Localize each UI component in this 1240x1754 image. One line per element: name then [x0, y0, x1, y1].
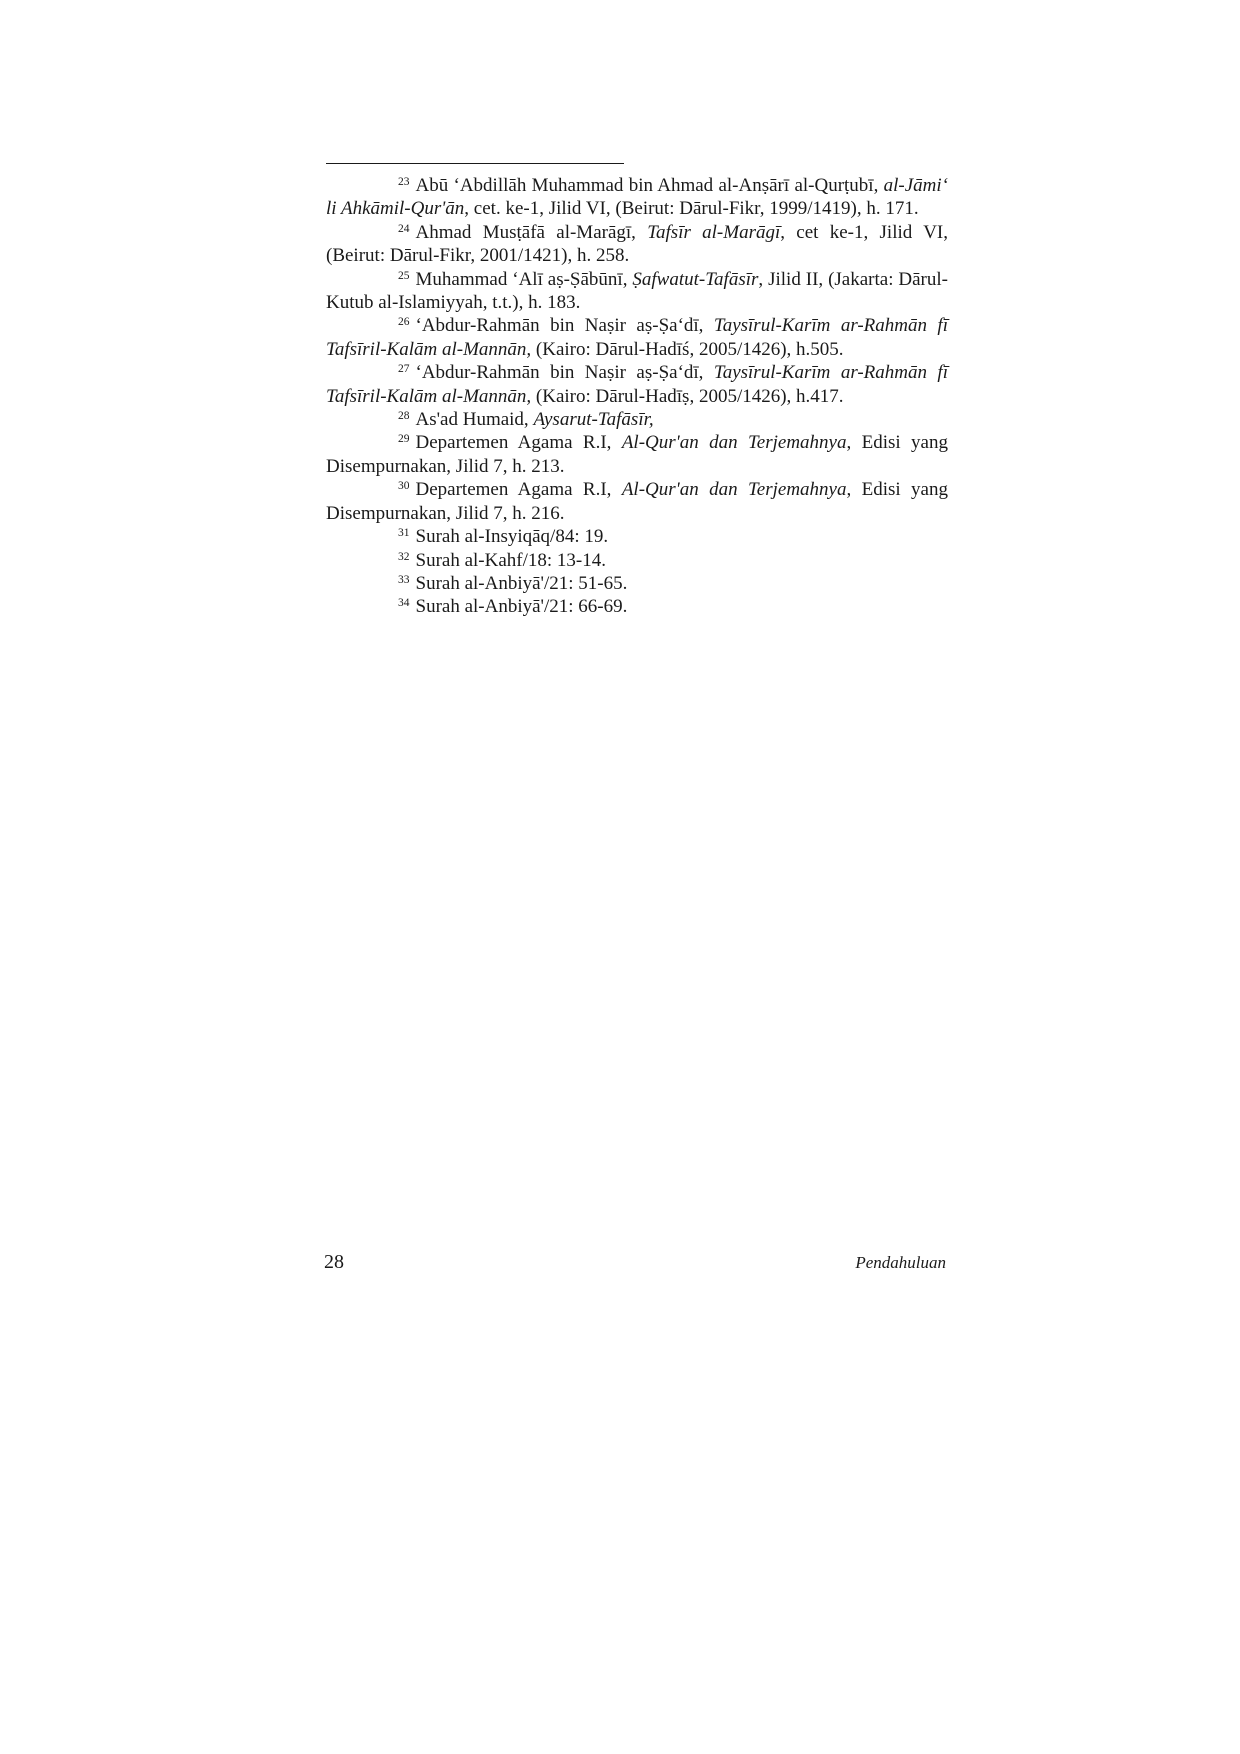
page-number: 28 — [324, 1251, 344, 1273]
footnote-text: Abū ‘Abdillāh Muhammad bin Ahmad al-Anṣārī al-Qurṭubī, — [415, 175, 884, 196]
footnote-text: (Kairo: Dārul-Hadīṣ, 2005/1426), h.417. — [531, 385, 844, 407]
footnote-number: 34 — [398, 597, 410, 610]
footnote-text: (Kairo: Dārul-Hadīś, 2005/1426), h.505. — [531, 338, 844, 360]
footnote-text: Surah al-Kahf/18: 13-14. — [415, 549, 606, 571]
footnote-text: , cet. ke-1, Jilid VI, (Beirut: Dārul-Fikr, 1999/1419), h. 171. — [464, 198, 919, 220]
footnote-30 — [326, 478, 948, 525]
footnote-number: 28 — [398, 410, 410, 423]
footnote-33 — [326, 572, 948, 595]
footnote-number: 30 — [398, 480, 410, 493]
footnote-title-italic: Taysīrul-Karīm ar-Rahmān fī Tafsīril-Kalām al-Mannān, — [326, 362, 948, 407]
footnote-25 — [326, 268, 948, 315]
footnote-28 — [326, 408, 948, 431]
footnote-32 — [326, 549, 948, 572]
footnote-title-italic: Tafsīr al-Marāgī — [647, 221, 781, 243]
footnote-title-italic: Al-Qur'an dan Terjemahnya — [621, 479, 847, 501]
footnote-text: Surah al-Insyiqāq/84: 19. — [415, 526, 609, 548]
footnote-23 — [326, 174, 948, 221]
footnote-number: 31 — [398, 527, 410, 540]
footnote-text: Surah al-Anbiyā'/21: 51-65. — [415, 572, 628, 594]
footnote-text: Departemen Agama R.I, — [415, 432, 622, 454]
footnote-number: 29 — [398, 433, 410, 446]
footnote-text: Muhammad ‘Alī aṣ-Ṣābūnī, — [415, 268, 633, 290]
footnote-number: 32 — [398, 550, 410, 563]
footnote-34 — [326, 595, 948, 618]
footnotes-list — [326, 174, 948, 619]
footnote-26 — [326, 314, 948, 361]
footnote-number: 23 — [398, 176, 410, 188]
footnote-number: 25 — [398, 269, 410, 282]
footnote-text: Departemen Agama R.I, — [415, 479, 622, 501]
footnote-text: , Edisi yang Disempurnakan, Jilid 7, h. 213. — [326, 432, 948, 477]
footnote-title-italic: Ṣafwatut-Tafāsīr — [632, 268, 759, 290]
footnote-text: , Jilid II, (Jakarta: Dārul-Kutub al-Islamiyyah, t.t.), h. 183. — [326, 268, 948, 314]
running-footer-title: Pendahuluan — [855, 1253, 946, 1272]
footnote-title-italic: Taysīrul-Karīm ar-Rahmān fī Tafsīril-Kalām al-Mannān, — [326, 315, 948, 360]
footnote-text: ‘Abdur-Rahmān bin Naṣir aṣ-Ṣa‘dī, — [415, 362, 714, 384]
footnote-title-italic: Al-Qur'an dan Terjemahnya — [621, 432, 847, 454]
footnote-31 — [326, 525, 948, 548]
footnote-title-italic: al-Jāmi‘ li Ahkāmil-Qur'ān — [326, 175, 948, 220]
footnote-number: 26 — [398, 316, 410, 329]
footnote-number: 33 — [398, 573, 410, 586]
footnote-separator-rule — [326, 163, 624, 164]
footnote-29 — [326, 431, 948, 478]
footnote-text: As'ad Humaid, — [415, 409, 534, 431]
footnote-number: 24 — [398, 222, 410, 235]
footnote-text: , cet ke-1, Jilid VI, (Beirut: Dārul-Fikr, 2001/1421), h. 258. — [326, 221, 948, 267]
footnote-text: ‘Abdur-Rahmān bin Naṣir aṣ-Ṣa‘dī, — [415, 315, 714, 337]
footnote-number: 27 — [398, 363, 410, 376]
footnote-text: Ahmad Musṭāfā al-Marāgī, — [415, 221, 648, 243]
footnote-text: , Edisi yang Disempurnakan, Jilid 7, h. 216. — [326, 479, 948, 524]
footnote-text: Surah al-Anbiyā'/21: 66-69. — [415, 596, 628, 618]
footnote-24 — [326, 221, 948, 268]
footnote-title-italic: Aysarut-Tafāsīr, — [533, 409, 654, 431]
footnote-27 — [326, 361, 948, 408]
